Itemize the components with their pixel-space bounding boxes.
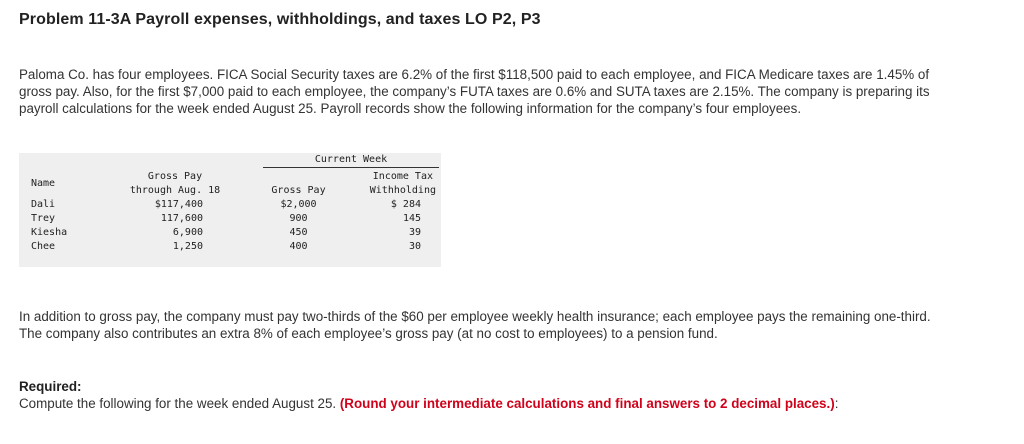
header-income-tax-line1: Income Tax <box>372 171 433 182</box>
row-gross-pay: $2,000 <box>280 199 317 210</box>
addition-paragraph: In addition to gross pay, the company must pay two-thirds of the $60 per employee weekly health insurance; each employee pays the remaining one-third. The company also contributes an extra 8% of each employee’s gross pay (at no cost to employees) to a pension fund. <box>19 309 931 341</box>
payroll-table <box>19 153 441 267</box>
row-income-tax: 39 <box>408 227 421 238</box>
header-name: Name <box>31 178 56 189</box>
row-gross-pay: 450 <box>289 227 308 238</box>
row-name: Kiesha <box>31 227 68 238</box>
row-name: Chee <box>31 241 56 252</box>
header-gross-pay: Gross Pay <box>271 185 326 196</box>
row-gross-pay: 900 <box>289 213 308 224</box>
current-week-header: Current Week <box>314 154 388 165</box>
rounding-instruction: (Round your intermediate calculations and final answers to 2 decimal places.) <box>339 396 835 411</box>
row-name: Trey <box>31 213 56 224</box>
required-text: Compute the following for the week ended August 25. <box>19 396 340 411</box>
row-gross-through: 1,250 <box>172 241 203 252</box>
header-gross-through-line1: Gross Pay <box>147 171 203 182</box>
required-text-line <box>19 395 919 412</box>
intro-paragraph: Paloma Co. has four employees. FICA Social Security taxes are 6.2% of the first $118,500 paid to each employee, and FICA Medicare taxes are 1.45% of gross pay. Also, for the first $7,000 paid to each employee, the company’s FUTA taxes are 0.6% and SUTA taxes are 2.15%. The company is preparing its payroll calculations for the week ended August 25. Payroll records show the following information for the company’s four employees. <box>19 67 930 116</box>
current-week-rule <box>263 167 439 168</box>
row-gross-through: $117,400 <box>154 199 203 210</box>
row-gross-through: 117,600 <box>160 213 203 224</box>
row-income-tax: $ 284 <box>390 199 421 210</box>
required-label: Required: <box>19 379 82 394</box>
row-gross-through: 6,900 <box>172 227 203 238</box>
row-income-tax: 145 <box>402 213 421 224</box>
row-income-tax: 30 <box>408 241 421 252</box>
header-income-tax-line2: Withholding <box>369 185 436 196</box>
row-name: Dali <box>31 199 56 210</box>
problem-title: Problem 11-3A Payroll expenses, withholdings, and taxes LO P2, P3 <box>19 11 541 28</box>
header-gross-through-line2: through Aug. 18 <box>129 185 221 196</box>
required-section <box>19 378 919 412</box>
required-tail: : <box>834 396 839 411</box>
row-gross-pay: 400 <box>289 241 308 252</box>
